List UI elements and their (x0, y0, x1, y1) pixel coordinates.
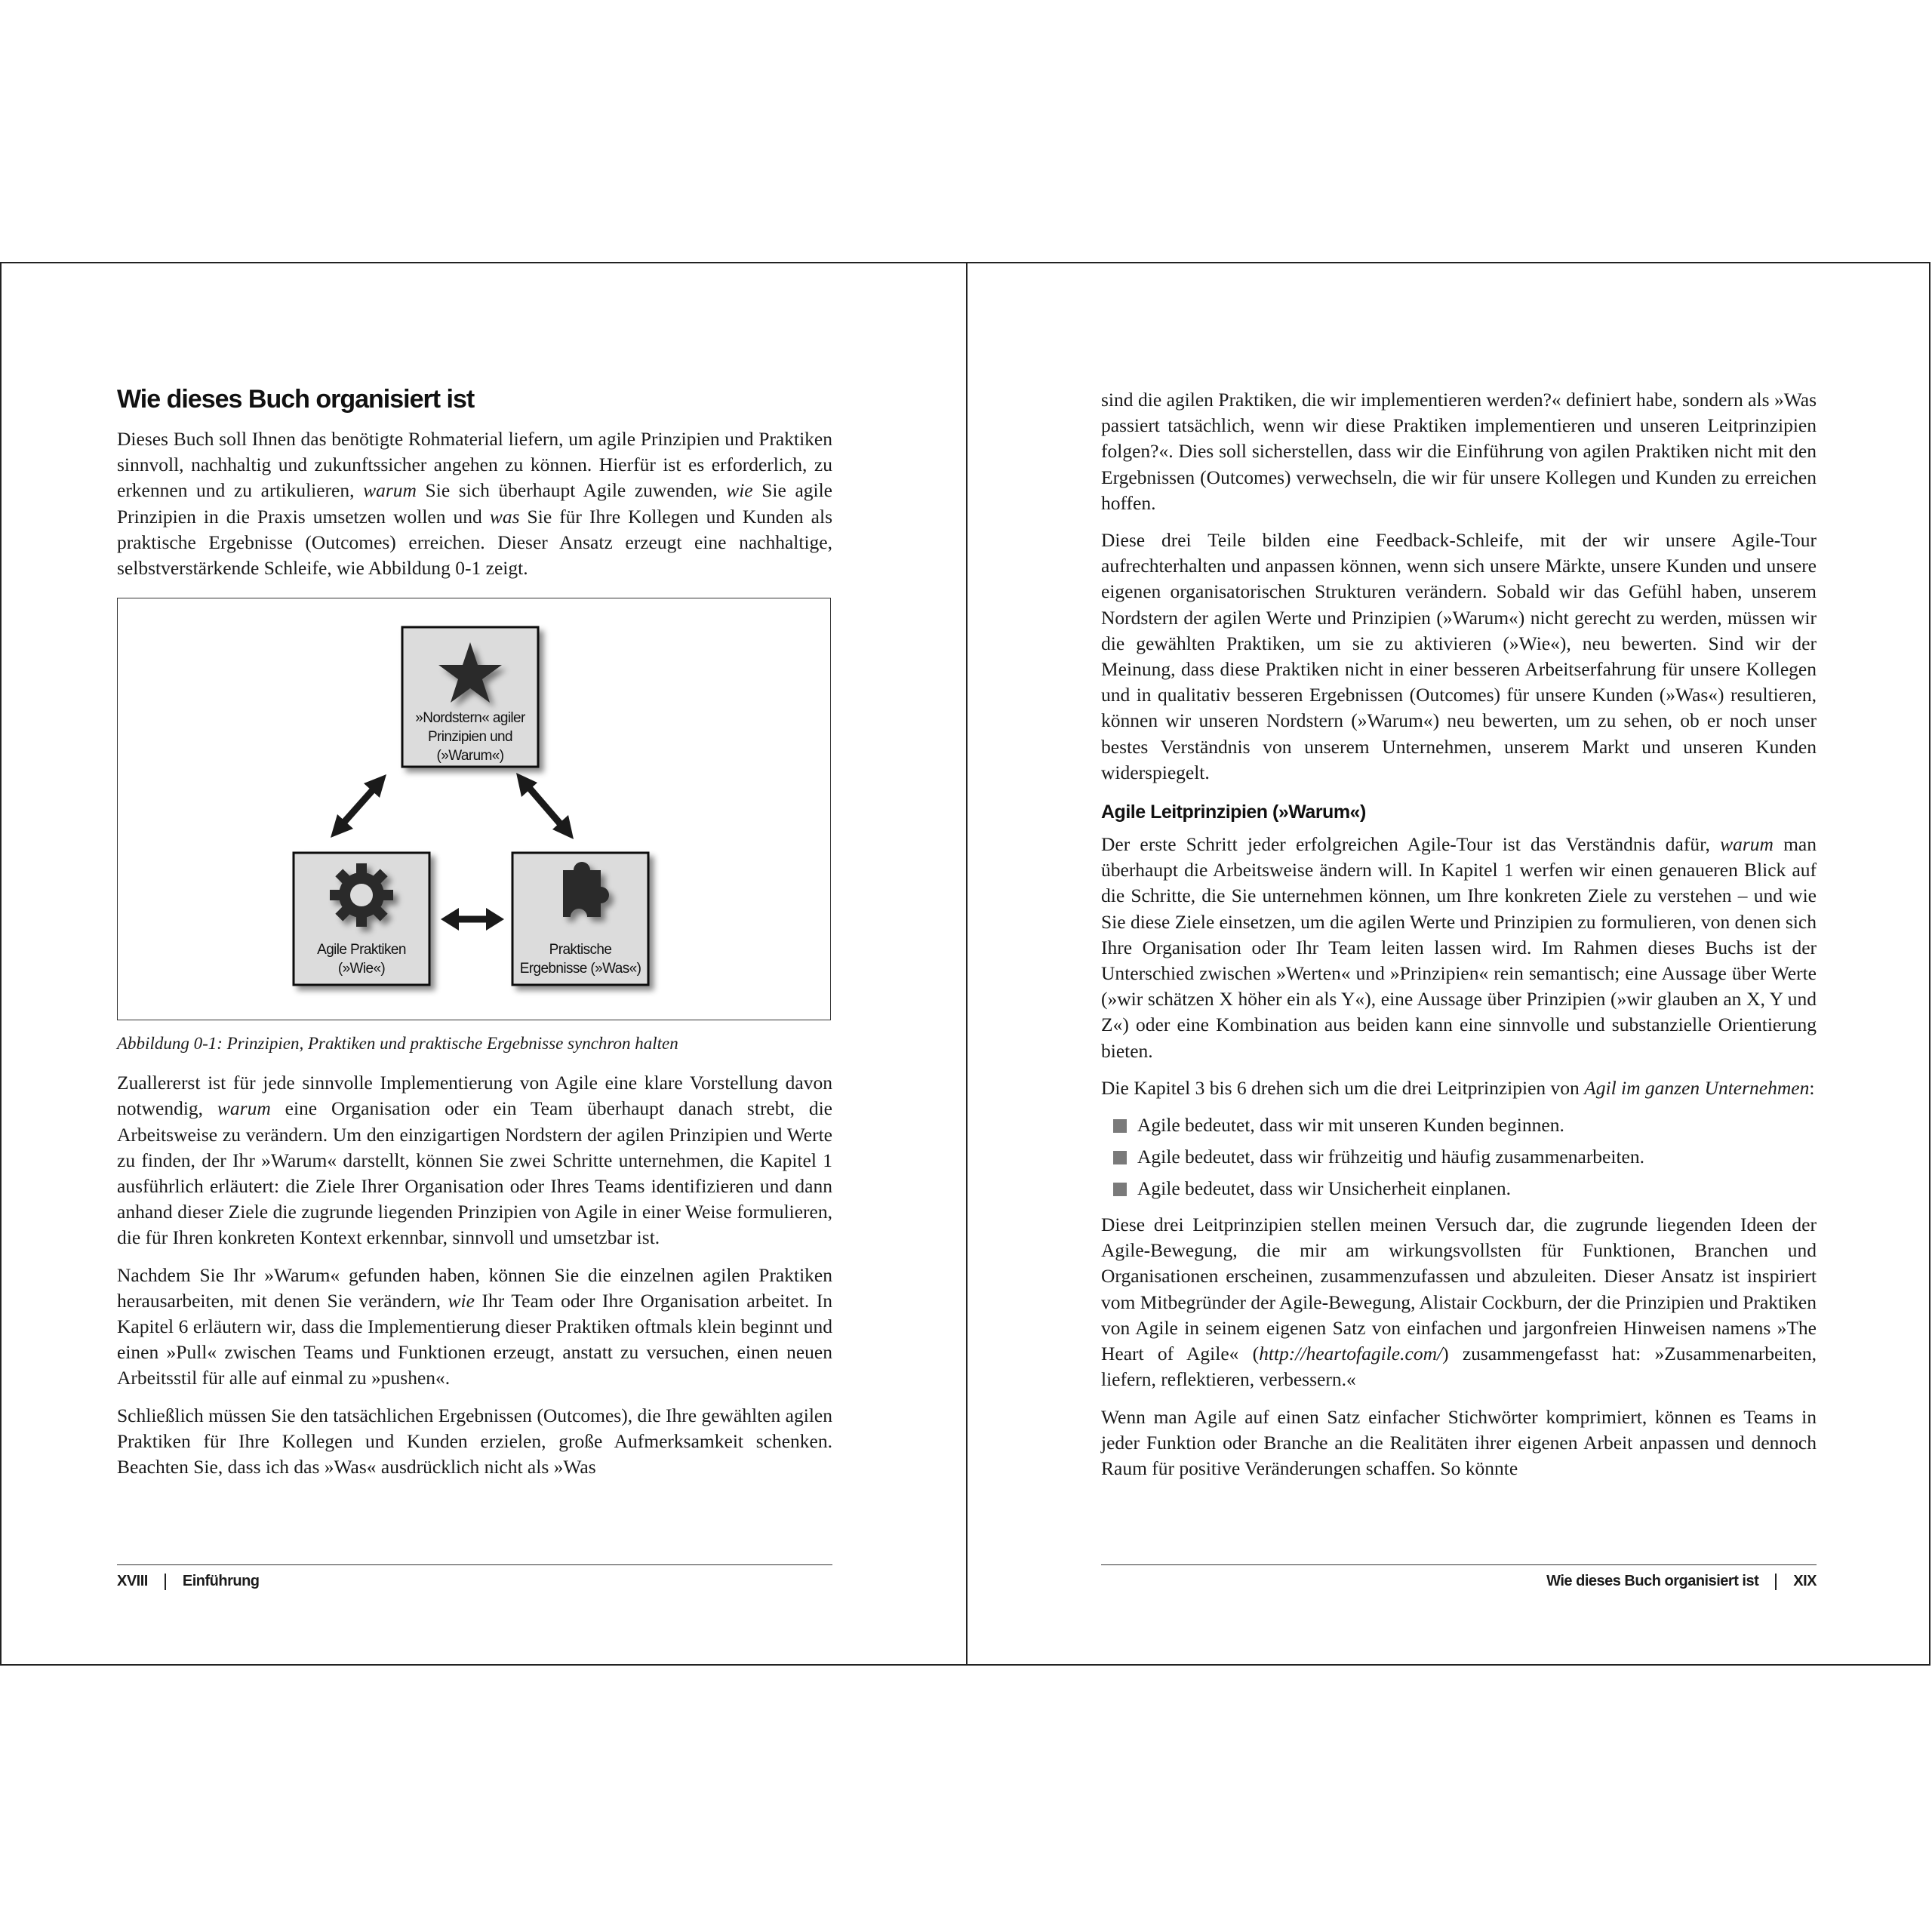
figure-caption: Abbildung 0-1: Prinzipien, Praktiken und praktische Ergebnisse synchron halten (117, 1034, 678, 1054)
arrow-top-left (331, 774, 386, 838)
bullet-square-icon (1113, 1151, 1127, 1164)
intro-paragraph: Dieses Buch soll Ihnen das benötigte Rohmaterial liefern, um agile Prinzipien und Praktiken sinnvoll, nachhaltig und zukunftssicher angehen zu können. Hierfür ist es erforderlich, zu erkennen und zu artikulieren, warum Sie sich überhaupt Agile zuwenden, wie Sie agile Prinzipien in die Praxis umsetzen wollen und was Sie für Ihre Kollegen und Kunden als praktische Ergebnisse (Outcomes) erreichen. Dieser Ansatz erzeugt eine nachhaltige, selbstverstärkende Schleife, wie Abbildung 0-1 zeigt. (117, 428, 832, 580)
bullet-square-icon (1113, 1119, 1127, 1133)
left-page-column (117, 383, 832, 1491)
list-item: Agile bedeutet, dass wir frühzeitig und häufig zusammenarbeiten. (1101, 1144, 1817, 1170)
top-box-label: »Nordstern« agiler Prinzipien und (»Warum«) (415, 710, 525, 764)
left-page-footer (117, 1564, 832, 1611)
page-gutter (966, 263, 968, 1664)
left-page (117, 263, 832, 1664)
paragraph-why: Zuallererst ist für jede sinnvolle Implementierung von Agile eine klare Vorstellung davon notwendig, warum eine Organisation oder ein Team überhaupt danach strebt, die Arbeitsweise zu verändern. Um den einzigartigen Nordstern der agilen Prinzipien und Werte zu finden, der Ihr »Warum« darstellt, können Sie zwei Schritte unternehmen, die Kapitel 1 ausführlich erläutert: die Ziele Ihrer Organisation oder Ihres Teams identifizieren und dann anhand dieser Ziele die zugrunde liegenden Prinzipien von Agile in einer Weise formulieren, die für Ihren konkreten Kontext erkennbar, sinnvoll und umsetzbar ist. (117, 1072, 832, 1249)
paragraph-chapters: Die Kapitel 3 bis 6 drehen sich um die drei Leitprinzipien von Agil im ganzen Unternehmen: (1101, 1076, 1815, 1099)
principles-list (1101, 1112, 1817, 1201)
footer-separator (1775, 1574, 1777, 1590)
paragraph-continued: sind die agilen Praktiken, die wir implementieren werden?« definiert habe, sondern als »Was passiert tatsächlich, wenn wir diese Praktiken implementieren und unseren Leitprinzipien folgen?«. Dies soll sicherstellen, dass wir die Einführung von agilen Praktiken nicht mit den Ergebnissen (Outcomes) verwechseln, die wir für unsere Kollegen und Kunden zu erreichen hoffen. (1101, 389, 1817, 514)
right-page (1101, 263, 1817, 1664)
running-header: Einführung (182, 1573, 260, 1589)
arrow-top-right (516, 773, 574, 839)
page-number: XIX (1793, 1573, 1817, 1589)
right-page-footer (1101, 1564, 1817, 1611)
figure-diagram (118, 598, 832, 1021)
arrow-bottom (441, 908, 504, 931)
left-box-label: Agile Praktiken (»Wie«) (317, 942, 406, 977)
paragraph-how: Nachdem Sie Ihr »Warum« gefunden haben, können Sie die einzelnen agilen Praktiken herausarbeiten, mit denen Sie verändern, wie Ihr Team oder Ihre Organisation arbeitet. In Kapitel 6 erläutern wir, dass die Implementierung dieser Praktiken oftmals klein beginnt und einen »Pull« zwischen Teams und Funktionen erzeugt, anstatt zu versuchen, einen neuen Arbeitsstil für alle auf einmal zu »pushen«. (117, 1263, 832, 1389)
paragraph-feedback-loop: Diese drei Teile bilden eine Feedback-Schleife, mit der wir unsere Agile-Tour aufrechterhalten und anpassen können, wenn sich unsere Märkte, unsere Kunden und unsere eigenen organisatorischen Strukturen verändern. Sobald wir das Gefühl haben, unserem Nordstern der agilen Werte und Prinzipien (»Warum«) nicht gerecht zu werden, müssen wir die gewählten Praktiken, um sie zu aktivieren (»Wie«), neu bewerten. Sind wir der Meinung, dass diese Praktiken nicht in einer besseren Arbeitserfahrung für unsere Kollegen und in qualitativ besseren Ergebnissen (Outcomes) für unsere Kunden (»Was«) resultieren, können wir unseren Nordstern (»Warum«) neu bewerten, um zu sehen, ob er noch unser bestes Verständnis von unserem Unternehmen, unserem Markt und unseren Kunden widerspiegelt. (1101, 529, 1817, 783)
bullet-square-icon (1113, 1183, 1127, 1196)
paragraph-keywords: Wenn man Agile auf einen Satz einfacher Stichwörter komprimiert, können es Teams in jeder Funktion oder Branche an die Realitäten ihrer eigenen Arbeit anpassen und dennoch Raum für positive Veränderungen schaffen. So könnte (1101, 1405, 1817, 1479)
section-heading: Wie dieses Buch organisiert ist (117, 385, 475, 414)
paragraph-leitprinzipien: Der erste Schritt jeder erfolgreichen Agile-Tour ist das Verständnis dafür, warum man überhaupt die Arbeitsweise ändern will. In Kapitel 1 werfen wir einen genaueren Blick auf die Schritte, die Sie unternehmen können, um Ihre konkreten Ziele zu verstehen – und wie Sie diese Ziele einsetzen, um die agilen Werte und Prinzipien zu formulieren, von denen sich Ihre Organisation oder Ihr Team leiten lassen wird. Im Rahmen dieses Buchs ist der Unterschied zwischen »Werten« und »Prinzipien« rein semantisch; eine Aussage über Werte (»wir schätzen X höher ein als Y«), eine Aussage über Prinzipien (»wir glauben an X, Y und Z«) oder eine Kombination aus beiden kann eine sinnvolle und substanzielle Orientierung bieten. (1101, 833, 1817, 1062)
figure-feedback-loop (117, 598, 831, 1020)
running-header: Wie dieses Buch organisiert ist (1546, 1573, 1759, 1589)
right-page-column (1101, 387, 1817, 1493)
subsection-heading: Agile Leitprinzipien (»Warum«) (1101, 801, 1366, 823)
right-box-label: Praktische Ergebnisse (»Was«) (519, 942, 641, 977)
page-number: XVIII (117, 1573, 148, 1589)
footer-separator (165, 1574, 166, 1590)
paragraph-outcomes: Schließlich müssen Sie den tatsächlichen Ergebnissen (Outcomes), die Ihre gewählten agilen Praktiken für Ihre Kollegen und Kunden erzielen, große Aufmerksamkeit schenken. Beachten Sie, dass ich das »Was« ausdrücklich nicht als »Was (117, 1404, 832, 1478)
book-spread (0, 262, 1930, 1666)
paragraph-heart-of-agile: Diese drei Leitprinzipien stellen meinen Versuch dar, die zugrunde liegenden Ideen der Agile-Bewegung, die mir am wirkungsvollsten für Funktionen, Branchen und Organisationen erscheinen, zusammenzufassen und abzuleiten. Dieser Ansatz ist inspiriert vom Mitbegründer der Agile-Bewegung, Alistair Cockburn, der die Prinzipien und Praktiken von Agile in seinem eigenen Satz von einfachen und jargonfreien Hinweisen namens »The Heart of Agile« (http://heartofagile.com/) zusammengefasst hat: »Zusammenarbeiten, liefern, reflektieren, verbessern.« (1101, 1214, 1817, 1391)
list-item: Agile bedeutet, dass wir Unsicherheit einplanen. (1101, 1176, 1817, 1201)
gear-icon (330, 863, 393, 927)
list-item: Agile bedeutet, dass wir mit unseren Kunden beginnen. (1101, 1112, 1817, 1138)
